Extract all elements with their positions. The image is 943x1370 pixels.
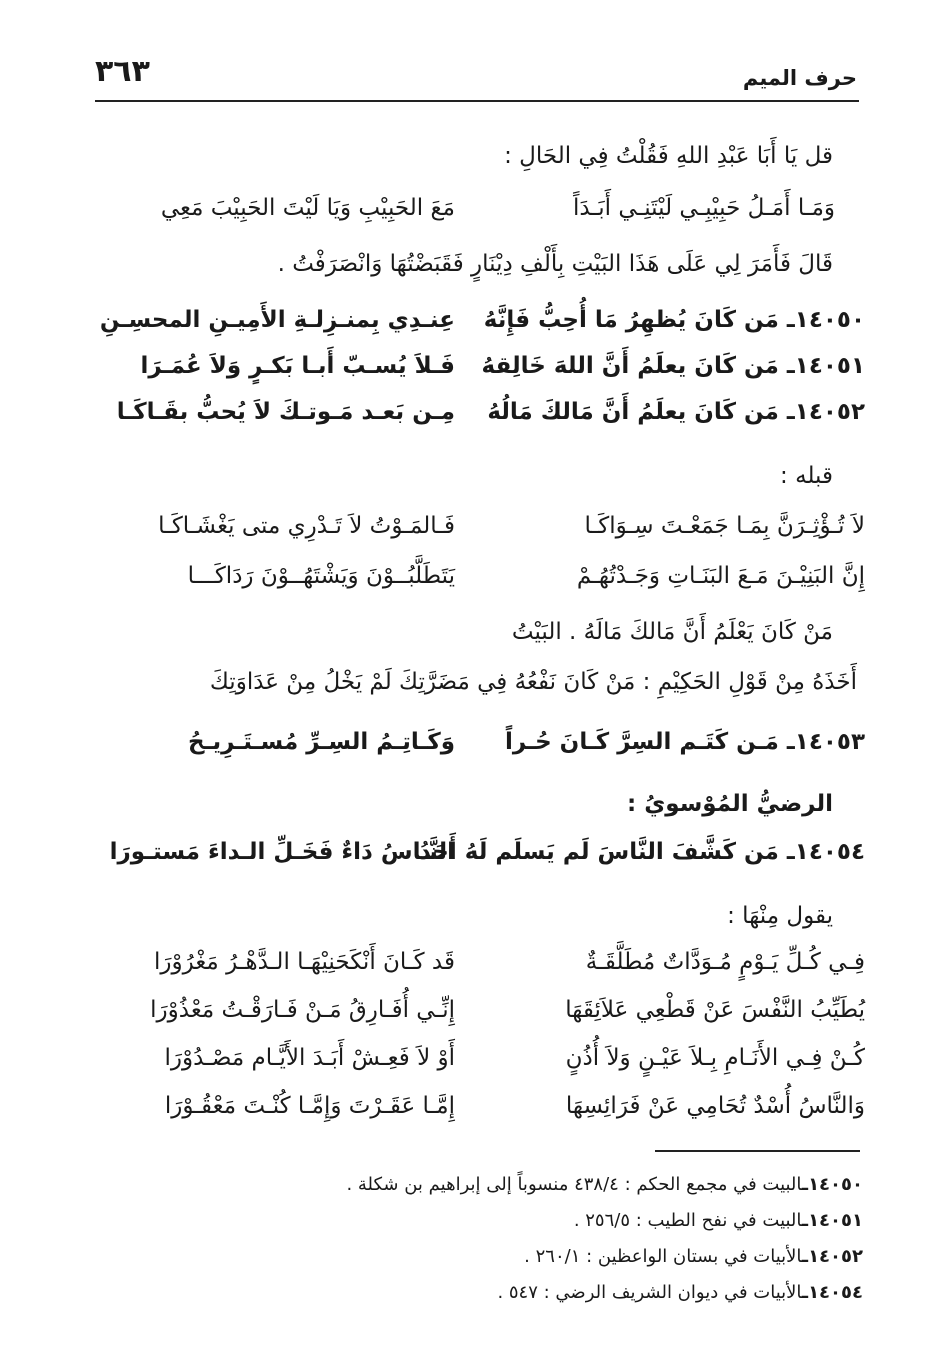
final-verse-2 [125,990,865,1030]
before-verse-2 [125,556,865,596]
footnote-number: ١٤٠٥١ـ [801,1210,863,1231]
before-verse-1 [125,506,865,546]
verse-number: ١٤٠٥٠ـ [786,307,865,333]
footnote-text: البيت في مجمع الحكم : ٤٣٨/٤ منسوباً إلى إبراهيم بن شكلة . [346,1174,802,1195]
final-verse-4 [125,1086,865,1126]
verse-second-hemistich: يَتَطَلَّبُــوْنَ وَيَشْتَهُــوْنَ رَدَاكَـــا [187,563,455,589]
verse-second-hemistich: فَـالمَـوْتُ لاَ تَـدْرِي متى يَغْشَـاكَـا [158,513,455,539]
verse-first-hemistich: مَن كَشَّفَ النَّاسَ لَم يَسلَم لَهُ أَحَدُ [419,839,779,865]
final-verse-1 [125,942,865,982]
verse-first-hemistich: مَن كَانَ يعلَمُ أَنَّ اللهَ خَالِقهُ [481,353,779,379]
verse-14053 [125,722,865,762]
footnote-number: ١٤٠٥٢ـ [801,1246,863,1267]
verse-second-hemistich: قَد كَـانَ أَنْكَحَنِيْهَـا الـدَّهْـرُ مَغْرُوْرَا [154,949,455,975]
verse-first-hemistich: مَـن كَتَـم السِرَّ كَـانَ حُـراً [505,729,779,755]
verse-number: ١٤٠٥٢ـ [786,399,865,425]
verse-first-hemistich: وَالنَّاسُ أُسْدٌ تُحَامِي عَنْ فَرَائِسِهَا [565,1093,865,1119]
verse-second-hemistich: النَّـاسُ دَاءٌ فَخَـلِّ الـداءَ مَستـورَا [109,839,455,865]
footnote-text: الأبيات في بستان الواعظين : ٢٦٠/١ . [524,1246,802,1267]
verse-second-hemistich: فَـلاَ يُسـبّ أَبـا بَكـرٍ وَلاَ عُمَـرَا [140,353,455,379]
verse-first-hemistich: مَن كَانَ يُظهِرُ مَا أُحِبُّ فَإِنَّهُ [483,307,779,333]
footnote-text: البيت في نفح الطيب : ٢٥٦/٥ . [573,1210,802,1231]
footnote-divider [655,1150,860,1152]
taken-from-prose: أَخَذَهُ مِنْ قَوْلِ الحَكِيْمِ : مَنْ كَانَ نَفْعُهُ فِي مَضَرَّتِكَ لَمْ يَخْلُ مِنْ عَدَاوَتِكَ [209,669,857,695]
verse-first-hemistich: فِـي كُـلِّ يَـوْمٍ مُـوَدَّاتٌ مُطَلَّقَـةٌ [585,949,865,975]
verse-first-hemistich: مَن كَانَ يعلَمُ أَنَّ مَالكَ مَالُهُ [487,399,779,425]
verse-number: ١٤٠٥٣ـ [786,729,865,755]
verse-second-hemistich: مَعَ الحَبِيْبِ وَيَا لَيْتَ الحَبِيْبَ مَعِي [160,195,455,221]
chapter-title: حرف الميم [742,66,857,90]
page-number: ٣٦٣ [95,54,150,89]
page-header [95,52,859,102]
verse-14052 [116,392,865,432]
footnote-number: ١٤٠٥٠ـ [801,1174,863,1195]
verse-14050 [99,300,865,340]
footnote-14054 [497,1278,863,1308]
intro-verse [125,188,865,228]
after-intro-prose: قَالَ فَأَمَرَ لِي عَلَى هَذَا البَيْتِ بِأَلْفِ دِيْنَارٍ فَقَبَضْتُهَا وَانْصَرَفْتُ . [277,251,833,277]
radi-label: الرضيُّ المُوْسويُ : [626,791,833,817]
verse-second-hemistich: عِنـدِي بِمنـزِلـةِ الأَمِيـنِ المحسِـنِ [99,307,455,333]
verse-first-hemistich: كُـنْ فِـي الأَنَـامِ بِـلاَ عَيْـنٍ وَلاَ أُذُنٍ [565,1045,865,1071]
verse-second-hemistich: أَوْ لاَ فَعِـشْ أَبَـدَ الأَيَّـام مَصْـدُوْرَا [164,1045,455,1071]
footnote-number: ١٤٠٥٤ـ [801,1282,863,1303]
the-verse-line: مَنْ كَانَ يَعْلَمُ أَنَّ مَالكَ مَالَهُ . البَيْتُ [511,619,833,645]
verse-first-hemistich: يُطَيِّبُ النَّفْسَ عَنْ قَطْعِي عَلاَئِقَهَا [565,997,865,1023]
footnote-text: الأبيات في ديوان الشريف الرضي : ٥٤٧ . [497,1282,802,1303]
verse-number: ١٤٠٥١ـ [786,353,865,379]
verse-number: ١٤٠٥٤ـ [786,839,865,865]
verse-second-hemistich: إِمَّـا عَقَـرْتَ وَإِمَّـا كُنْـتَ مَعْقُـوْرَا [164,1093,455,1119]
verse-14054 [109,832,865,872]
says-label: يقول مِنْهَا : [727,903,833,929]
verse-first-hemistich: وَمَـا أَمَـلُ حَبِيْبِـي لَيْتَنِـي أَبَـدَاً [573,195,835,221]
verse-second-hemistich: مِـن بَعـد مَـوتـكَ لاَ يُحبُّ بقَـاكَـا [116,399,455,425]
final-verse-3 [125,1038,865,1078]
footnote-14051 [574,1206,863,1236]
footnote-14052 [524,1242,863,1272]
verse-second-hemistich: إِنِّـي أُفَـارِقُ مَـنْ فَـارَقْـتُ مَعْذُوْرَا [150,997,455,1023]
intro-prose: قل يَا أَبَا عَبْدِ اللهِ فَقُلْتُ فِي الحَالِ : [504,143,833,169]
footnote-14050 [346,1170,863,1200]
verse-14051 [125,346,865,386]
verse-first-hemistich: إِنَّ البَنِيْـنَ مَـعَ البَنَـاتِ وَجَـدْتُهُـمْ [576,563,865,589]
before-label: قبله : [780,463,833,489]
verse-second-hemistich: وَكَـاتِـمُ السِـرِّ مُسـتَـرِيـحُ [188,729,455,755]
verse-first-hemistich: لاَ تُـؤْثِـرَنَّ بِمَـا جَمَعْـتَ سِـوَاكَـا [584,513,865,539]
